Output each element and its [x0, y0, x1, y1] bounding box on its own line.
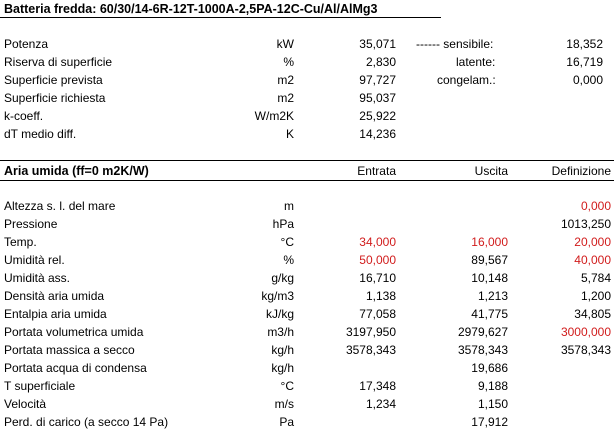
- summary-row-superficie-prevista: [0, 71, 614, 89]
- air-value-entrata[interactable]: 1,138: [365, 289, 396, 303]
- air-row-unit: m3/h: [267, 325, 294, 339]
- summary-label: Potenza: [4, 37, 49, 51]
- sheet-title: Batteria fredda: 60/30/14-6R-12T-1000A-2,5PA-12C-Cu/Al/AlMg3: [4, 2, 378, 16]
- summary-extra-label: congelam.:: [437, 73, 496, 87]
- air-row: [0, 269, 614, 287]
- air-row-unit: hPa: [272, 217, 294, 231]
- air-row-unit: kg/h: [271, 343, 294, 357]
- summary-unit: m2: [277, 91, 294, 105]
- air-row-unit: %: [283, 253, 294, 267]
- air-value-entrata[interactable]: 50,000: [359, 253, 396, 267]
- summary-extra-value[interactable]: 0,000: [572, 73, 603, 87]
- summary-row-dt-medio: [0, 125, 614, 143]
- air-row-unit: °C: [280, 379, 294, 393]
- air-row-label: Perd. di carico (a secco 14 Pa): [4, 415, 169, 429]
- air-row-label: Temp.: [4, 235, 37, 249]
- summary-extra-value[interactable]: 16,719: [566, 55, 603, 69]
- air-row-unit: kJ/kg: [265, 307, 294, 321]
- air-value-entrata[interactable]: 3578,343: [345, 343, 396, 357]
- air-value-uscita[interactable]: 3578,343: [457, 343, 508, 357]
- air-row-unit: m: [284, 199, 294, 213]
- air-row-label: Densità aria umida: [4, 289, 105, 303]
- air-value-uscita[interactable]: 16,000: [471, 235, 508, 249]
- air-value-uscita[interactable]: 1,150: [477, 397, 508, 411]
- summary-row-riserva: [0, 53, 614, 71]
- summary-row-k-coeff: [0, 107, 614, 125]
- air-row-label: Velocità: [4, 397, 47, 411]
- air-row: [0, 341, 614, 359]
- summary-unit: K: [285, 127, 294, 141]
- summary-label: Superficie prevista: [4, 73, 103, 87]
- air-row-label: Umidità rel.: [4, 253, 65, 267]
- column-header-uscita: Uscita: [474, 164, 508, 178]
- air-row: [0, 413, 614, 431]
- air-row: [0, 287, 614, 305]
- air-value-definizione[interactable]: 3578,343: [560, 343, 611, 357]
- air-row-label: T superficiale: [4, 379, 76, 393]
- air-value-entrata[interactable]: 16,710: [359, 271, 396, 285]
- air-section-header: [0, 162, 614, 180]
- summary-label: Riserva di superficie: [4, 55, 113, 69]
- air-row-label: Altezza s. l. del mare: [4, 199, 116, 213]
- summary-extra-label: latente:: [456, 55, 496, 69]
- air-value-entrata[interactable]: 17,348: [359, 379, 396, 393]
- title-underline: [0, 17, 441, 18]
- air-row: [0, 395, 614, 413]
- air-row-unit: Pa: [279, 415, 294, 429]
- air-row: [0, 215, 614, 233]
- summary-unit: W/m2K: [254, 109, 294, 123]
- summary-unit: %: [283, 55, 294, 69]
- air-row: [0, 323, 614, 341]
- air-row-label: Entalpia aria umida: [4, 307, 107, 321]
- air-value-uscita[interactable]: 41,775: [471, 307, 508, 321]
- summary-row-superficie-richiesta: [0, 89, 614, 107]
- section-top-rule: [0, 160, 614, 161]
- air-section-title: Aria umida (ff=0 m2K/W): [4, 164, 149, 178]
- air-row-unit: kg/h: [271, 361, 294, 375]
- air-value-entrata[interactable]: 34,000: [359, 235, 396, 249]
- air-value-entrata[interactable]: 3197,950: [345, 325, 396, 339]
- air-value-definizione[interactable]: 0,000: [580, 199, 611, 213]
- air-value-definizione[interactable]: 1,200: [580, 289, 611, 303]
- column-header-definizione: Definizione: [551, 164, 611, 178]
- summary-label: dT medio diff.: [4, 127, 77, 141]
- air-row: [0, 233, 614, 251]
- air-value-uscita[interactable]: 1,213: [477, 289, 508, 303]
- air-row-unit: kg/m3: [261, 289, 294, 303]
- air-row-label: Portata volumetrica umida: [4, 325, 144, 339]
- air-row-unit: °C: [280, 235, 294, 249]
- air-row: [0, 377, 614, 395]
- air-value-uscita[interactable]: 19,686: [471, 361, 508, 375]
- air-row-label: Portata massica a secco: [4, 343, 135, 357]
- summary-extra-value[interactable]: 18,352: [566, 37, 603, 51]
- air-value-uscita[interactable]: 89,567: [471, 253, 508, 267]
- air-row: [0, 251, 614, 269]
- air-value-entrata[interactable]: 1,234: [365, 397, 396, 411]
- air-row-unit: g/kg: [271, 271, 294, 285]
- summary-value[interactable]: 97,727: [359, 73, 396, 87]
- summary-unit: kW: [276, 37, 294, 51]
- summary-value[interactable]: 95,037: [359, 91, 396, 105]
- summary-value[interactable]: 25,922: [359, 109, 396, 123]
- air-row-label: Portata acqua di condensa: [4, 361, 147, 375]
- summary-extra-label: ------ sensibile:: [416, 37, 494, 51]
- air-row: [0, 305, 614, 323]
- air-row: [0, 359, 614, 377]
- summary-value[interactable]: 35,071: [359, 37, 396, 51]
- summary-value[interactable]: 14,236: [359, 127, 396, 141]
- summary-unit: m2: [277, 73, 294, 87]
- air-value-uscita[interactable]: 17,912: [471, 415, 508, 429]
- air-value-definizione[interactable]: 20,000: [574, 235, 611, 249]
- air-row-label: Pressione: [4, 217, 58, 231]
- column-header-entrata: Entrata: [357, 164, 396, 178]
- summary-row-potenza: [0, 35, 614, 53]
- air-value-definizione[interactable]: 3000,000: [560, 325, 611, 339]
- air-value-uscita[interactable]: 2979,627: [457, 325, 508, 339]
- air-value-uscita[interactable]: 10,148: [471, 271, 508, 285]
- summary-label: k-coeff.: [4, 109, 44, 123]
- air-value-definizione[interactable]: 40,000: [574, 253, 611, 267]
- air-value-entrata[interactable]: 77,058: [359, 307, 396, 321]
- air-row-unit: m/s: [274, 397, 294, 411]
- air-value-definizione[interactable]: 34,805: [574, 307, 611, 321]
- air-row-label: Umidità ass.: [4, 271, 71, 285]
- air-row: [0, 197, 614, 215]
- summary-label: Superficie richiesta: [4, 91, 106, 105]
- section-bottom-rule: [0, 180, 614, 181]
- air-value-definizione[interactable]: 1013,250: [560, 217, 611, 231]
- air-value-uscita[interactable]: 9,188: [477, 379, 508, 393]
- air-value-definizione[interactable]: 5,784: [580, 271, 611, 285]
- summary-value[interactable]: 2,830: [365, 55, 396, 69]
